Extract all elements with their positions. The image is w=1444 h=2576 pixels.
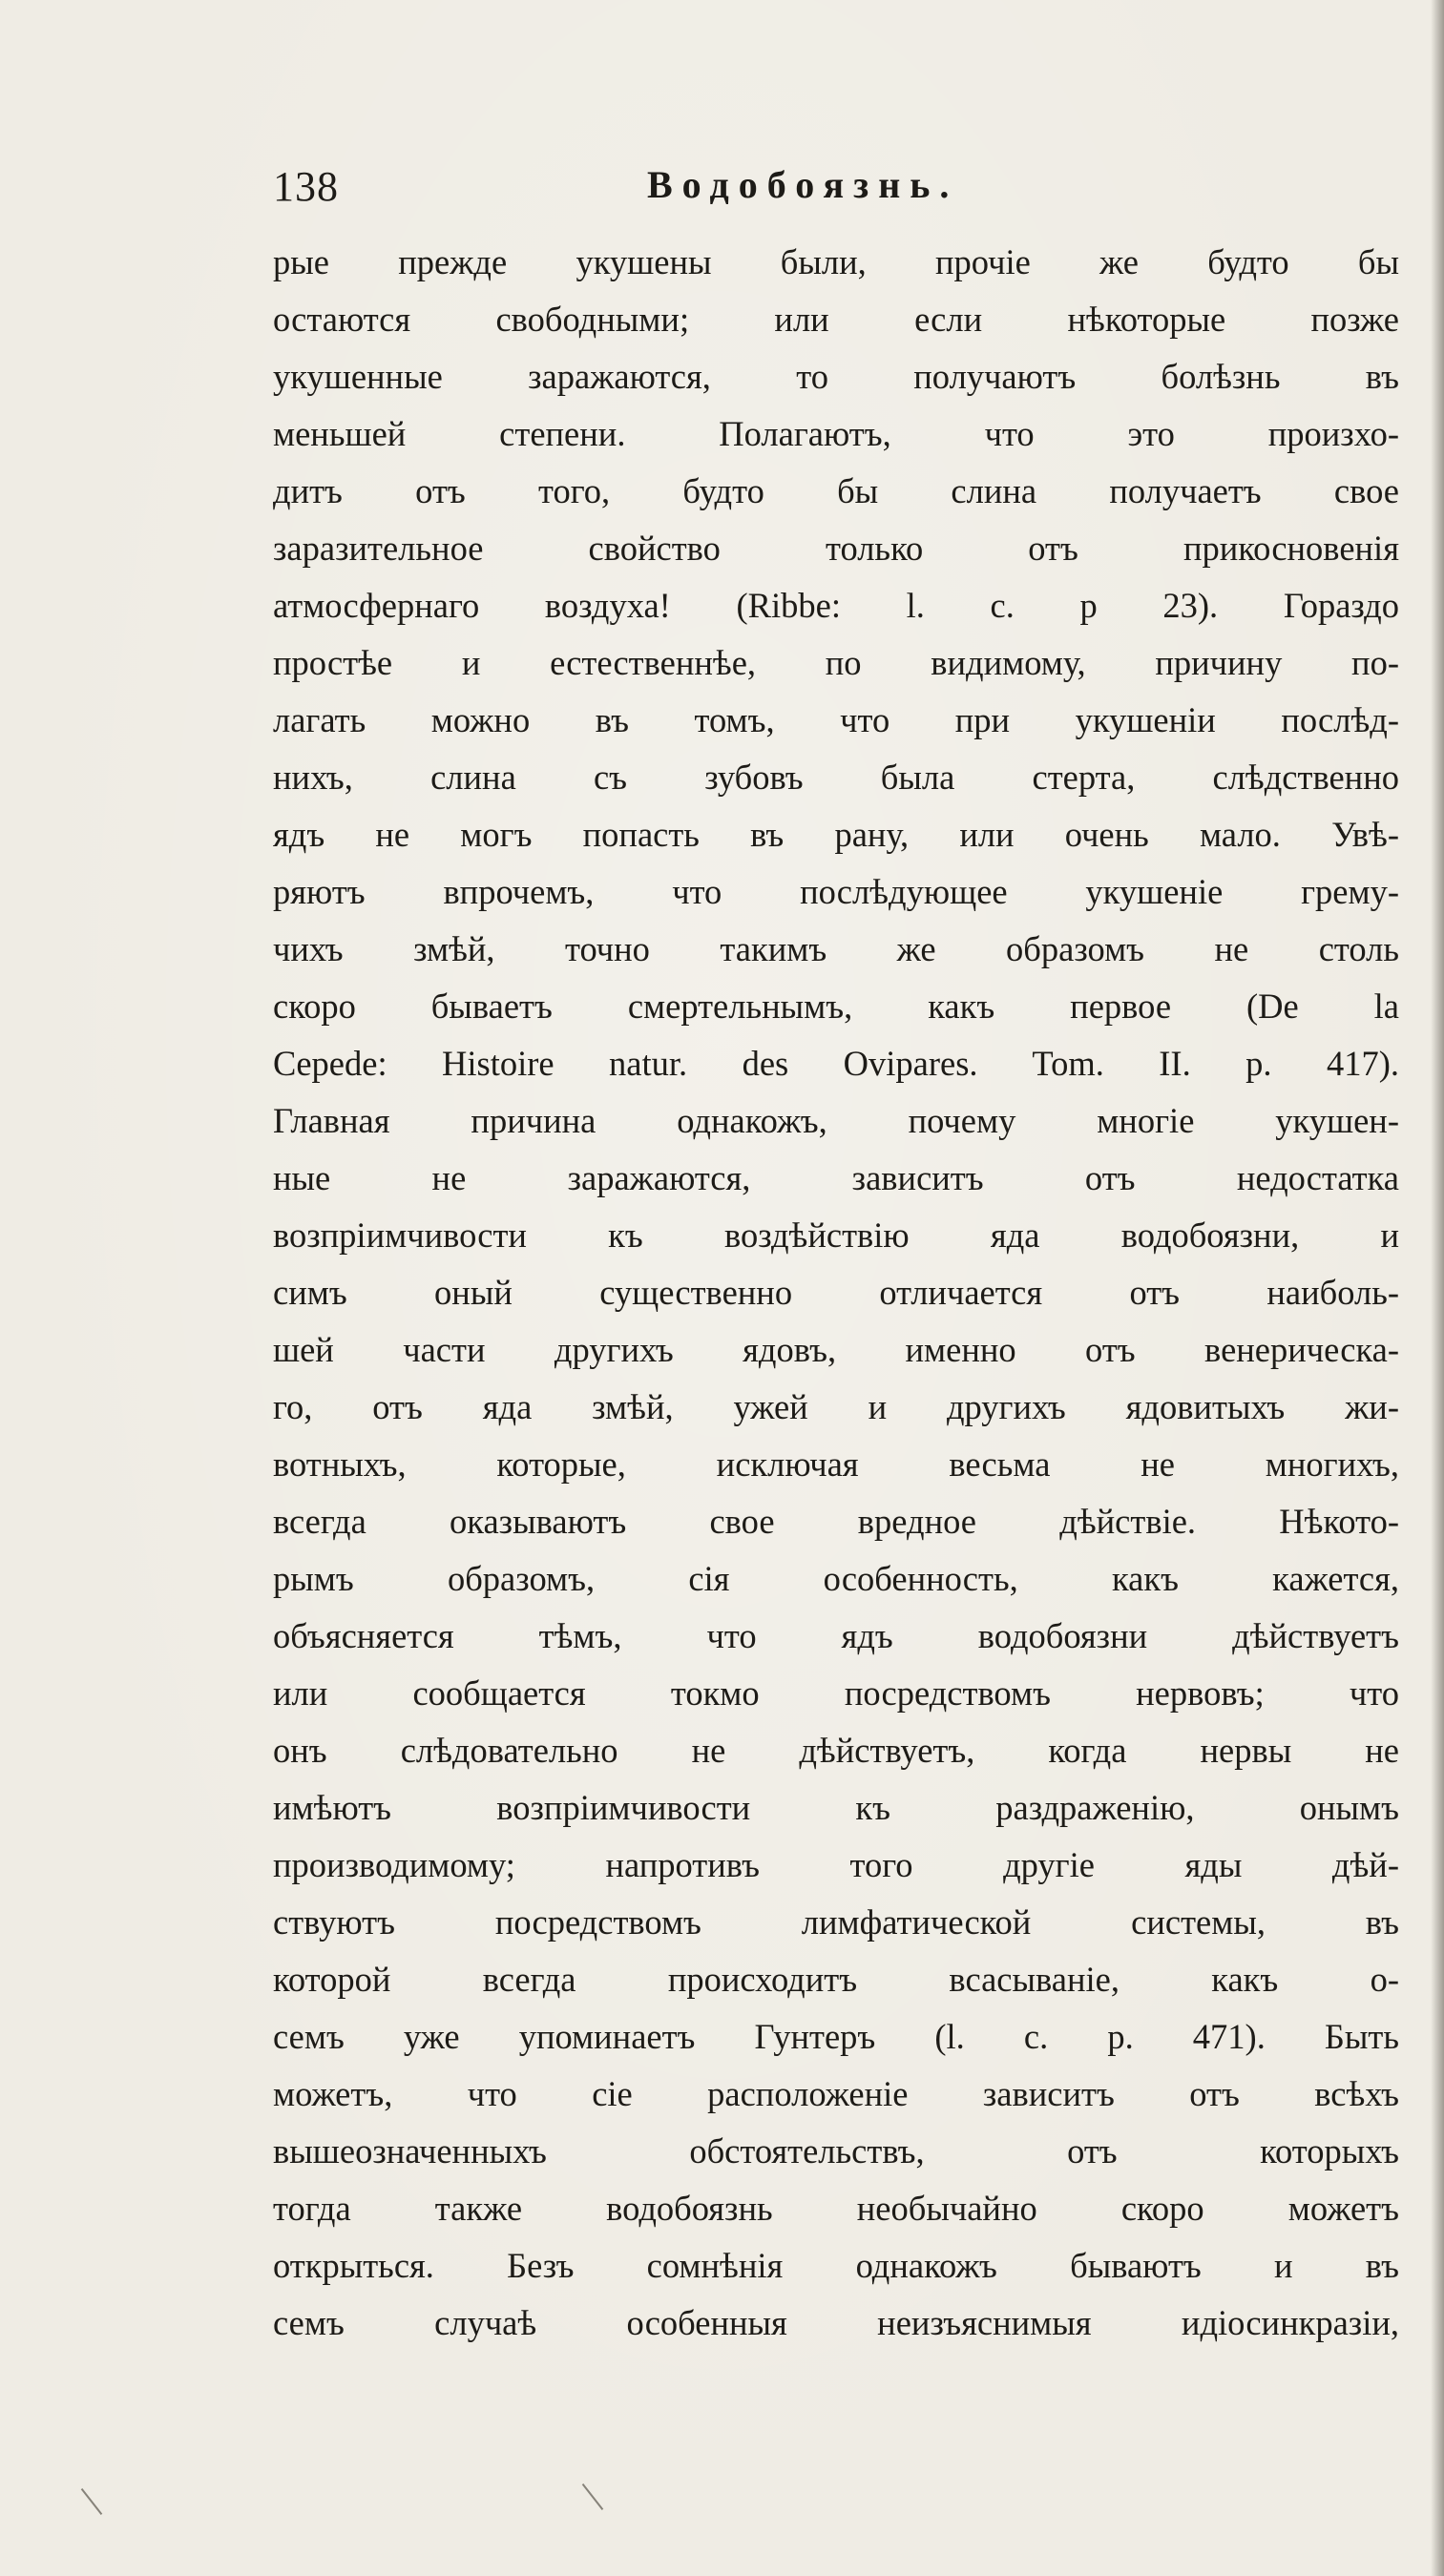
page-edge-shadow xyxy=(1431,0,1444,2576)
text-line: всегда оказываютъ свое вредное дѣйствіе. Нѣкото- xyxy=(273,1502,1399,1541)
ink-mark xyxy=(582,2483,604,2510)
text-line: семъ случаѣ особенныя неизъяснимыя идіосинкразіи, xyxy=(273,2303,1399,2342)
text-line: возпріимчивости къ воздѣйствію яда водобоязни, и xyxy=(273,1215,1399,1255)
text-line: меньшей степени. Полагаютъ, что это произхо- xyxy=(273,414,1399,453)
text-line: тогда также водобоязнь необычайно скоро можетъ xyxy=(273,2189,1399,2228)
text-line: нихъ, слина съ зубовъ была стерта, слѣдственно xyxy=(273,758,1399,797)
text-line: или сообщается токмо посредствомъ нервовъ; что xyxy=(273,1673,1399,1713)
text-line: чихъ змѣй, точно такимъ же образомъ не столь xyxy=(273,929,1399,968)
text-line: объясняется тѣмъ, что ядъ водобоязни дѣйствуетъ xyxy=(273,1616,1399,1655)
text-line: открыться. Безъ сомнѣнія однакожъ бываютъ и въ xyxy=(273,2246,1399,2285)
text-line: укушенные заражаются, то получаютъ болѣзнь въ xyxy=(273,357,1399,396)
text-line: остаются свободными; или если нѣкоторые позже xyxy=(273,300,1399,339)
running-title: Водобоязнь. xyxy=(647,163,959,206)
text-line: можетъ, что сіе расположеніе зависитъ отъ всѣхъ xyxy=(273,2074,1399,2113)
text-line: которой всегда происходитъ всасываніе, какъ о- xyxy=(273,1960,1399,1999)
body-text xyxy=(273,234,1399,2352)
text-line: атмосфернаго воздуха! (Ribbe: l. c. p 23). Гораздо xyxy=(273,586,1399,625)
page-number: 138 xyxy=(273,163,339,210)
text-line: вышеозначенныхъ обстоятельствъ, отъ которыхъ xyxy=(273,2131,1399,2171)
text-line: имѣютъ возпріимчивости къ раздраженію, онымъ xyxy=(273,1788,1399,1827)
text-line: семъ уже упоминаетъ Гунтеръ (l. c. p. 471). Быть xyxy=(273,2017,1399,2056)
text-line: ряютъ впрочемъ, что послѣдующее укушеніе грему- xyxy=(273,872,1399,911)
text-line: рые прежде укушены были, прочіе же будто бы xyxy=(273,242,1399,281)
text-line: ствуютъ посредствомъ лимфатической системы, въ xyxy=(273,1902,1399,1942)
text-line: рымъ образомъ, сія особенность, какъ кажется, xyxy=(273,1559,1399,1598)
text-line: ные не заражаются, зависитъ отъ недостатка xyxy=(273,1158,1399,1197)
text-line: шей части другихъ ядовъ, именно отъ венерическа- xyxy=(273,1330,1399,1369)
text-line: онъ слѣдовательно не дѣйствуетъ, когда нервы не xyxy=(273,1731,1399,1770)
text-line: симъ оный существенно отличается отъ наиболь- xyxy=(273,1273,1399,1312)
running-head xyxy=(273,162,1399,219)
text-line: скоро бываетъ смертельнымъ, какъ первое (De la xyxy=(273,987,1399,1026)
ink-mark xyxy=(81,2488,103,2515)
text-line: вотныхъ, которые, исключая весьма не многихъ, xyxy=(273,1444,1399,1484)
text-line: заразительное свойство только отъ прикосновенія xyxy=(273,529,1399,568)
text-line: ядъ не могъ попасть въ рану, или очень мало. Увѣ- xyxy=(273,815,1399,854)
text-line: Cepede: Histoire natur. des Ovipares. Tom. II. p. 417). xyxy=(273,1044,1399,1083)
text-line: производимому; напротивъ того другіе яды дѣй- xyxy=(273,1845,1399,1884)
text-line: лагать можно въ томъ, что при укушеніи послѣд- xyxy=(273,700,1399,739)
text-line: го, отъ яда змѣй, ужей и другихъ ядовитыхъ жи- xyxy=(273,1387,1399,1426)
text-line: простѣе и естественнѣе, по видимому, причину по- xyxy=(273,643,1399,682)
text-line: Главная причина однакожъ, почему многіе укушен- xyxy=(273,1101,1399,1140)
text-line: дитъ отъ того, будто бы слина получаетъ свое xyxy=(273,471,1399,510)
